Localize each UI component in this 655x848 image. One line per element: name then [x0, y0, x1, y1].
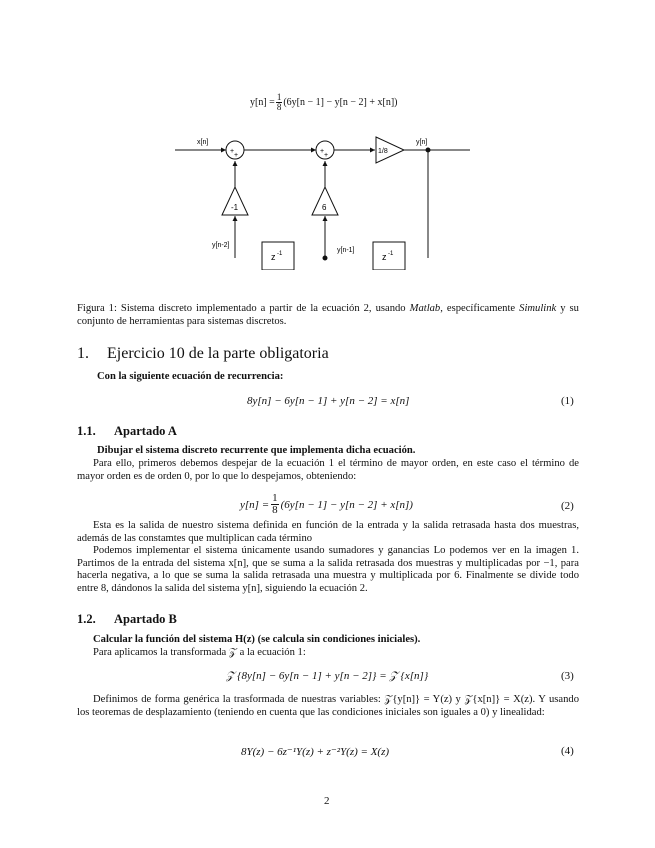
block-diagram: [170, 125, 490, 270]
delay-block-2-exp: -1: [388, 251, 394, 257]
subsection-a-paragraph-2: Esta es la salida de nuestro sistema definida en función de la entrada y la salida retrasada hasta dos muestras, además de las constamtes que multiplican cada término: [77, 520, 579, 544]
subsection-b-heading: 1.2. Apartado B: [77, 612, 177, 626]
delay1-junction: [323, 256, 327, 260]
delay-block-1-z: z: [271, 252, 276, 262]
page-number: 2: [324, 795, 330, 807]
subsection-a-paragraph-3: Podemos implementar el sistema únicamente usando sumadores y ganancias Lo podemos ver en la imagen 1. Partimos de la entrada del sistema x[n], que se suma a la salida retrasada dos muestras y multiplicadas por −1, para hacerla negativa, a lo que se suma la salida retrasada una muestra y multiplicada por 6. Finalmente se divide todo entre 8, dándonos la salida del sistema y[n], siguiendo la ecuación 2.: [77, 545, 579, 594]
subsection-a-lead: Dibujar el sistema discreto recurrente que implementa dicha ecuación.: [97, 445, 416, 456]
delay-block-2-z: z: [382, 252, 387, 262]
equation-2: y[n] = $\frac{1}{8}$ (6y[n − 1] − y[n − 2] + x[n]): [240, 492, 413, 516]
figure-equation-rhs: (6y[n − 1] − y[n − 2] + x[n]): [283, 97, 398, 108]
sum2-sign-2: +: [324, 152, 329, 159]
equation-2-fraction: $\frac{1}{8}$: [272, 492, 278, 516]
equation-4-number: (4): [561, 745, 574, 757]
label-output: y[n]: [416, 139, 428, 146]
figure-equation: [250, 93, 398, 112]
label-gain-neg1: -1: [231, 203, 239, 212]
figure-equation-fraction: $\frac{1}{8}$: [276, 92, 282, 112]
equation-3-number: (3): [561, 670, 574, 682]
label-gain-6: 6: [322, 203, 327, 212]
sum1-sign: +: [230, 148, 235, 155]
equation-1-number: (1): [561, 395, 574, 407]
label-delay-n1: y[n-1]: [337, 247, 355, 254]
figure-caption: Figura 1: Sistema discreto implementado a partir de la ecuación 2, usando Matlab, específicamente Simulink y su conjunto de herramientas para sistemas discretos.: [77, 303, 579, 327]
subsection-a-heading: 1.1. Apartado A: [77, 424, 177, 438]
label-delay-n2: y[n-2]: [212, 242, 230, 249]
section-lead: Con la siguiente ecuación de recurrencia:: [97, 371, 284, 382]
equation-3: 𝒵 {8y[n] − 6y[n − 1] + y[n − 2]} = 𝒵 {x[n]}: [226, 670, 429, 682]
delay-block-1-exp: -1: [277, 251, 283, 257]
figure-equation-lhs: y[n] =: [250, 97, 275, 108]
equation-2-number: (2): [561, 500, 574, 512]
section-heading: 1. Ejercicio 10 de la parte obligatoria: [77, 345, 329, 362]
equation-1: 8y[n] − 6y[n − 1] + y[n − 2] = x[n]: [247, 395, 410, 407]
subsection-b-paragraph-2: Definimos de forma genérica la trasformada de nuestras variables: 𝒵{y[n]} = Y(z) y 𝒵{x[n]} = X(z). Y usando los teoremas de desplazamiento (teniendo en cuenta que las condiciones iniciales son iguales a 0) y linealidad:: [77, 694, 579, 718]
sum2-sign: +: [320, 148, 325, 155]
sum1-sign-2: +: [234, 152, 239, 159]
label-input: x[n]: [197, 139, 209, 146]
subsection-a-paragraph-1: Para ello, primeros debemos despejar de la ecuación 1 el término de mayor orden, en este caso el término de mayor orden es de orden 0, por lo que lo despejamos, obteniendo:: [77, 458, 579, 482]
subsection-b-paragraph-1: Para aplicamos la transformada 𝒵 a la ecuación 1:: [93, 647, 306, 658]
equation-4: 8Y(z) − 6z⁻¹Y(z) + z⁻²Y(z) = X(z): [241, 746, 390, 758]
subsection-b-lead: Calcular la función del sistema H(z) (se calcula sin condiciones iniciales).: [93, 634, 421, 645]
label-gain-output: 1/8: [378, 148, 388, 155]
